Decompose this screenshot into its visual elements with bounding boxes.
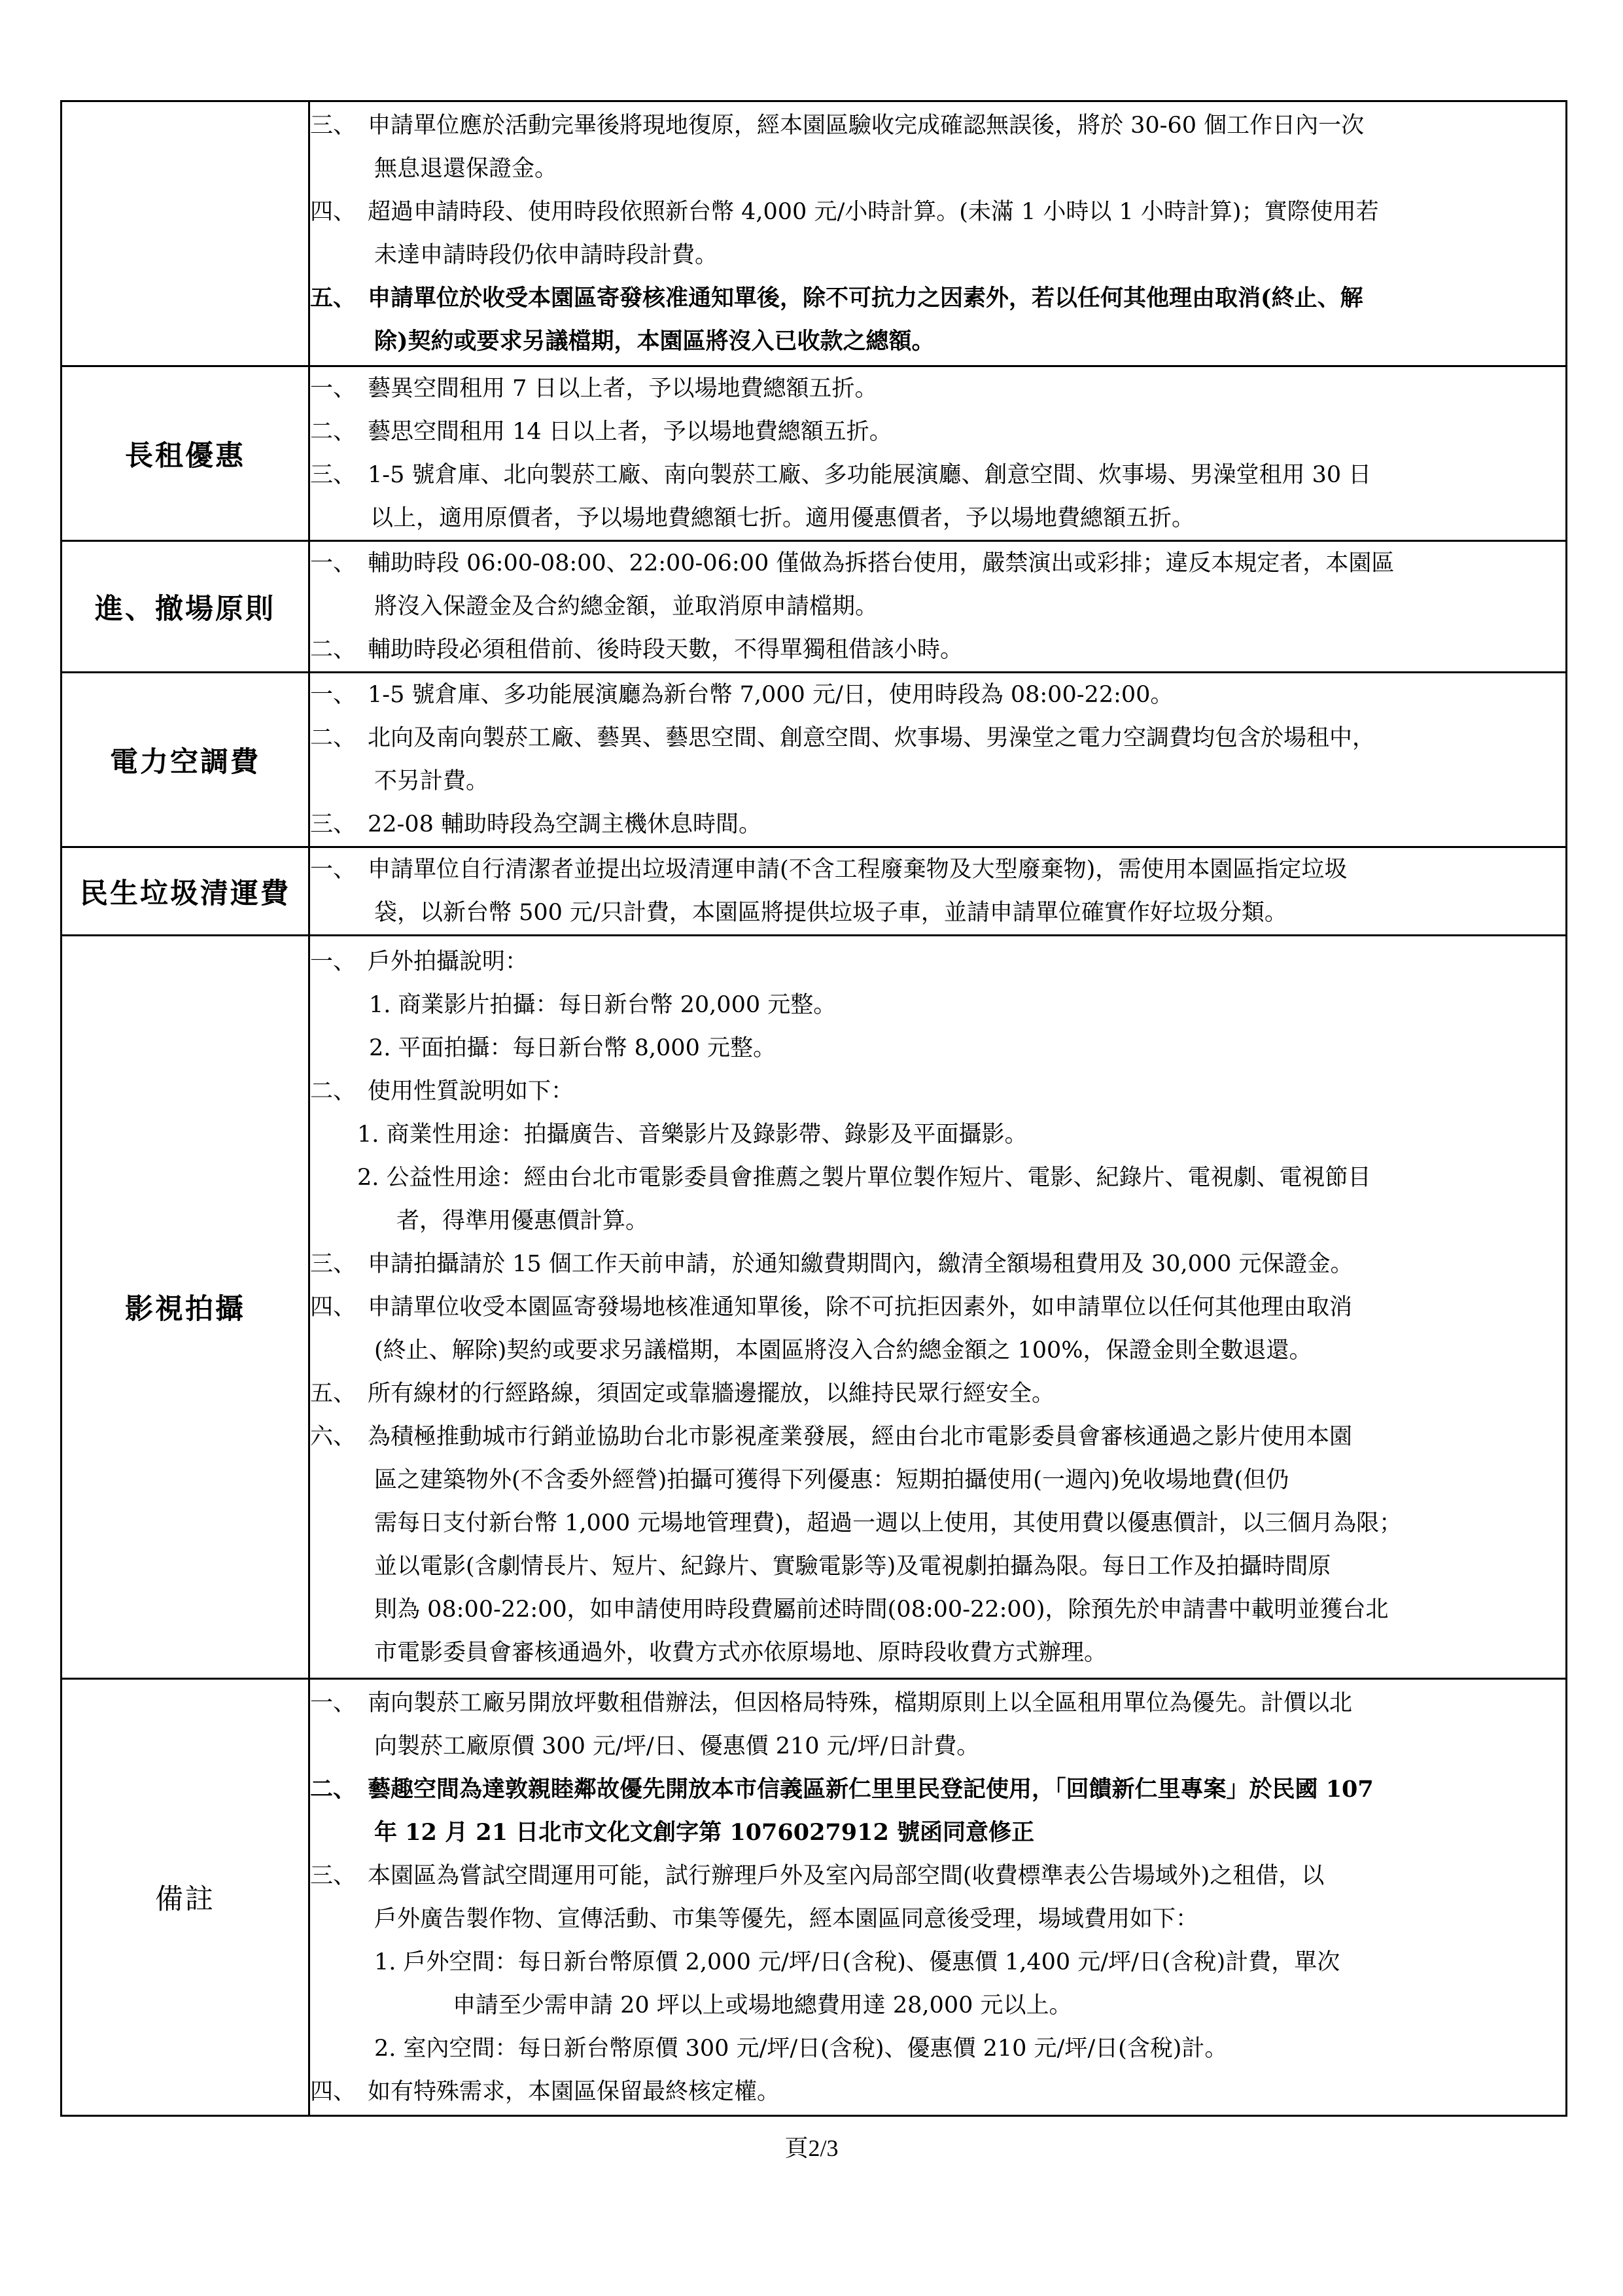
list-item (310, 497, 1565, 540)
item-text: 並以電影(含劇情長片、短片、紀錄片、實驗電影等)及電視劇拍攝為限。每日工作及拍攝時間原 (374, 1553, 1331, 1580)
item-index: 三、 (310, 1250, 357, 1277)
list-item (310, 1113, 1565, 1156)
row-content (309, 366, 1567, 541)
item-text: 袋，以新台幣 500 元/只計費，本園區將提供垃圾子車，並請申請單位確實作好垃圾分類。 (374, 900, 1287, 926)
item-text: 戶外廣告製作物、宣傳活動、市集等優先，經本園區同意後受理，場域費用如下： (374, 1905, 1199, 1932)
item-text: 申請單位於收受本園區寄發核准通知單後，除不可抗力之因素外，若以任何其他理由取消(終止、解 (368, 285, 1363, 311)
list-item (310, 234, 1565, 277)
item-text: 1. 商業性用途：拍攝廣告、音樂影片及錄影帶、錄影及平面攝影。 (357, 1121, 1028, 1148)
item-text: 藝趣空間為達敦親睦鄰故優先開放本市信義區新仁里里民登記使用，「回饋新仁里專案」於民國 107 (368, 1775, 1374, 1803)
item-text: 為積極推動城市行銷並協助台北市影視產業發展，經由台北市電影委員會審核通過之影片使用本園 (368, 1423, 1353, 1450)
item-index: 四、 (310, 1294, 357, 1320)
item-text: 將沒入保證金及合約總金額，並取消原申請檔期。 (374, 593, 879, 620)
list-item (310, 542, 1565, 585)
list-item (310, 585, 1565, 628)
item-index: 一、 (310, 682, 357, 708)
fee-rules-table (60, 100, 1567, 2117)
item-text: 1. 戶外空間：每日新台幣原價 2,000 元/坪/日(含稅)、優惠價 1,400 元/坪/日(含稅)計費，單次 (374, 1949, 1340, 1975)
list-item (310, 1156, 1565, 1199)
row-label: 備註 (61, 1679, 309, 2116)
list-item (310, 1502, 1565, 1545)
list-item (310, 1199, 1565, 1243)
list-item (310, 1725, 1565, 1768)
item-text: 申請拍攝請於 15 個工作天前申請，於通知繳費期間內，繳清全額場租費用及 30,000 元保證金。 (368, 1250, 1353, 1277)
item-text: 1-5 號倉庫、北向製菸工廠、南向製菸工廠、多功能展演廳、創意空間、炊事場、男澡堂租用 30 日 (368, 462, 1372, 488)
item-index: 四、 (310, 2078, 357, 2105)
item-index: 一、 (310, 550, 357, 576)
item-text: 使用性質說明如下： (368, 1078, 574, 1104)
item-text: 所有線材的行經路線，須固定或靠牆邊擺放，以維持民眾行經安全。 (368, 1380, 1055, 1407)
list-item (310, 1070, 1565, 1113)
list-item (310, 1898, 1565, 1941)
row-content (309, 541, 1567, 673)
row-content (309, 936, 1567, 1679)
list-item (310, 1682, 1565, 1725)
list-item (310, 1027, 1565, 1070)
item-index: 三、 (310, 1862, 357, 1889)
item-index: 三、 (310, 462, 357, 488)
item-text: 不另計費。 (374, 768, 489, 794)
item-text: (終止、解除)契約或要求另議檔期，本園區將沒入合約總金額之 100%，保證金則全數退還。 (374, 1337, 1312, 1364)
item-text: 需每日支付新台幣 1,000 元場地管理費)，超過一週以上使用，其使用費以優惠價計，以三個月為限； (374, 1510, 1403, 1536)
list-item (310, 453, 1565, 497)
item-text: 則為 08:00-22:00，如申請使用時段費屬前述時間(08:00-22:00)，除預先於申請書中載明並獲台北 (374, 1596, 1389, 1623)
list-item (310, 104, 1565, 147)
list-item (310, 628, 1565, 671)
row-content (309, 847, 1567, 936)
list-item (310, 760, 1565, 803)
list-item (310, 848, 1565, 891)
item-text: 年 12 月 21 日北市文化文創字第 1076027912 號函同意修正 (374, 1818, 1035, 1846)
item-text: 本園區為嘗試空間運用可能，試行辦理戶外及室內局部空間(收費標準表公告場域外)之租借，以 (368, 1862, 1325, 1889)
row-label: 電力空調費 (61, 673, 309, 847)
list-item (310, 1941, 1565, 1984)
item-index: 六、 (310, 1423, 357, 1450)
item-index: 一、 (310, 1689, 357, 1716)
list-item (310, 277, 1565, 320)
item-text: 以上，適用原價者，予以場地費總額七折。適用優惠價者，予以場地費總額五折。 (370, 505, 1195, 531)
item-text: 北向及南向製菸工廠、藝異、藝思空間、創意空間、炊事場、男澡堂之電力空調費均包含於場租中， (368, 725, 1376, 751)
item-index: 二、 (310, 419, 357, 445)
row-label (61, 101, 309, 366)
list-item (310, 1768, 1565, 1811)
item-text: 2. 公益性用途：經由台北市電影委員會推薦之製片單位製作短片、電影、紀錄片、電視劇、電視節目 (357, 1164, 1371, 1191)
row-label: 影視拍攝 (61, 936, 309, 1679)
page-number: 頁2/3 (784, 2135, 839, 2161)
list-item (310, 1458, 1565, 1502)
list-item (310, 1286, 1565, 1329)
item-text: 22-08 輔助時段為空調主機休息時間。 (368, 811, 762, 838)
list-item (310, 1329, 1565, 1372)
list-item (310, 716, 1565, 760)
list-item (310, 190, 1565, 234)
table-row (61, 673, 1567, 847)
item-text: 申請單位自行清潔者並提出垃圾清運申請(不含工程廢棄物及大型廢棄物)，需使用本園區指定垃圾 (368, 857, 1348, 883)
item-text: 輔助時段必須租借前、後時段天數，不得單獨租借該小時。 (368, 637, 964, 663)
row-content (309, 673, 1567, 847)
item-index: 二、 (310, 1078, 357, 1104)
list-item (310, 673, 1565, 716)
list-item (310, 1588, 1565, 1631)
row-label: 民生垃圾清運費 (61, 847, 309, 936)
item-index: 二、 (310, 725, 357, 751)
row-content (309, 1679, 1567, 2116)
row-content (309, 101, 1567, 366)
list-item (310, 940, 1565, 983)
list-item (310, 1811, 1565, 1854)
item-index: 五、 (310, 1380, 357, 1407)
item-text: 1-5 號倉庫、多功能展演廳為新台幣 7,000 元/日，使用時段為 08:00-22:00。 (368, 682, 1174, 708)
list-item (310, 803, 1565, 846)
list-item (310, 147, 1565, 190)
item-index: 四、 (310, 199, 357, 225)
list-item (310, 983, 1565, 1027)
item-index: 三、 (310, 113, 357, 139)
item-text: 輔助時段 06:00-08:00、22:00-06:00 僅做為拆搭台使用，嚴禁演出或彩排；違反本規定者，本園區 (368, 550, 1395, 576)
item-text: 2. 平面拍攝：每日新台幣 8,000 元整。 (369, 1034, 776, 1061)
item-text: 藝思空間租用 14 日以上者，予以場地費總額五折。 (368, 419, 892, 445)
item-text: 未達申請時段仍依申請時段計費。 (374, 242, 718, 268)
item-text: 除)契約或要求另議檔期，本園區將沒入已收款之總額。 (374, 328, 935, 355)
list-item (310, 410, 1565, 453)
list-item (310, 891, 1565, 934)
item-text: 如有特殊需求，本園區保留最終核定權。 (368, 2078, 780, 2105)
table-row (61, 541, 1567, 673)
list-item (310, 1372, 1565, 1415)
row-label: 長租優惠 (61, 366, 309, 541)
row-label: 進、撤場原則 (61, 541, 309, 673)
list-item (310, 1415, 1565, 1458)
list-item (310, 1243, 1565, 1286)
list-item (310, 1631, 1565, 1674)
item-index: 二、 (310, 637, 357, 663)
item-index: 一、 (310, 948, 357, 975)
item-text: 申請至少需申請 20 坪以上或場地總費用達 28,000 元以上。 (453, 1992, 1072, 2019)
table-row (61, 101, 1567, 366)
table-row (61, 1679, 1567, 2116)
item-index: 五、 (310, 285, 357, 311)
item-text: 戶外拍攝說明： (368, 948, 529, 975)
item-text: 南向製菸工廠另開放坪數租借辦法，但因格局特殊，檔期原則上以全區租用單位為優先。計價以北 (368, 1689, 1353, 1716)
table-row (61, 936, 1567, 1679)
item-text: 向製菸工廠原價 300 元/坪/日、優惠價 210 元/坪/日計費。 (374, 1733, 980, 1759)
item-text: 申請單位應於活動完畢後將現地復原，經本園區驗收完成確認無誤後，將於 30-60 個工作日內一次 (368, 113, 1365, 139)
item-text: 市電影委員會審核通過外，收費方式亦依原場地、原時段收費方式辦理。 (374, 1639, 1108, 1666)
item-text: 區之建築物外(不含委外經營)拍攝可獲得下列優惠：短期拍攝使用(一週內)免收場地費(但仍 (374, 1466, 1289, 1493)
table-row (61, 366, 1567, 541)
item-index: 三、 (310, 811, 357, 838)
list-item (310, 320, 1565, 363)
list-item (310, 367, 1565, 410)
item-text: 1. 商業影片拍攝：每日新台幣 20,000 元整。 (369, 991, 837, 1018)
item-text: 超過申請時段、使用時段依照新台幣 4,000 元/小時計算。(未滿 1 小時以 1 小時計算)；實際使用若 (368, 199, 1379, 225)
item-text: 2. 室內空間：每日新台幣原價 300 元/坪/日(含稅)、優惠價 210 元/坪/日(含稅)計。 (374, 2035, 1228, 2062)
item-text: 申請單位收受本園區寄發場地核准通知單後，除不可抗拒因素外，如申請單位以任何其他理由取消 (368, 1294, 1353, 1320)
item-index: 二、 (310, 1775, 357, 1803)
table-row (61, 847, 1567, 936)
item-index: 一、 (310, 376, 357, 402)
item-text: 者，得準用優惠價計算。 (396, 1207, 649, 1234)
list-item (310, 1854, 1565, 1898)
list-item (310, 2070, 1565, 2113)
item-text: 藝異空間租用 7 日以上者，予以場地費總額五折。 (368, 376, 878, 402)
list-item (310, 1545, 1565, 1588)
item-text: 無息退還保證金。 (374, 156, 558, 182)
list-item (310, 1984, 1565, 2027)
list-item (310, 2027, 1565, 2070)
item-index: 一、 (310, 857, 357, 883)
